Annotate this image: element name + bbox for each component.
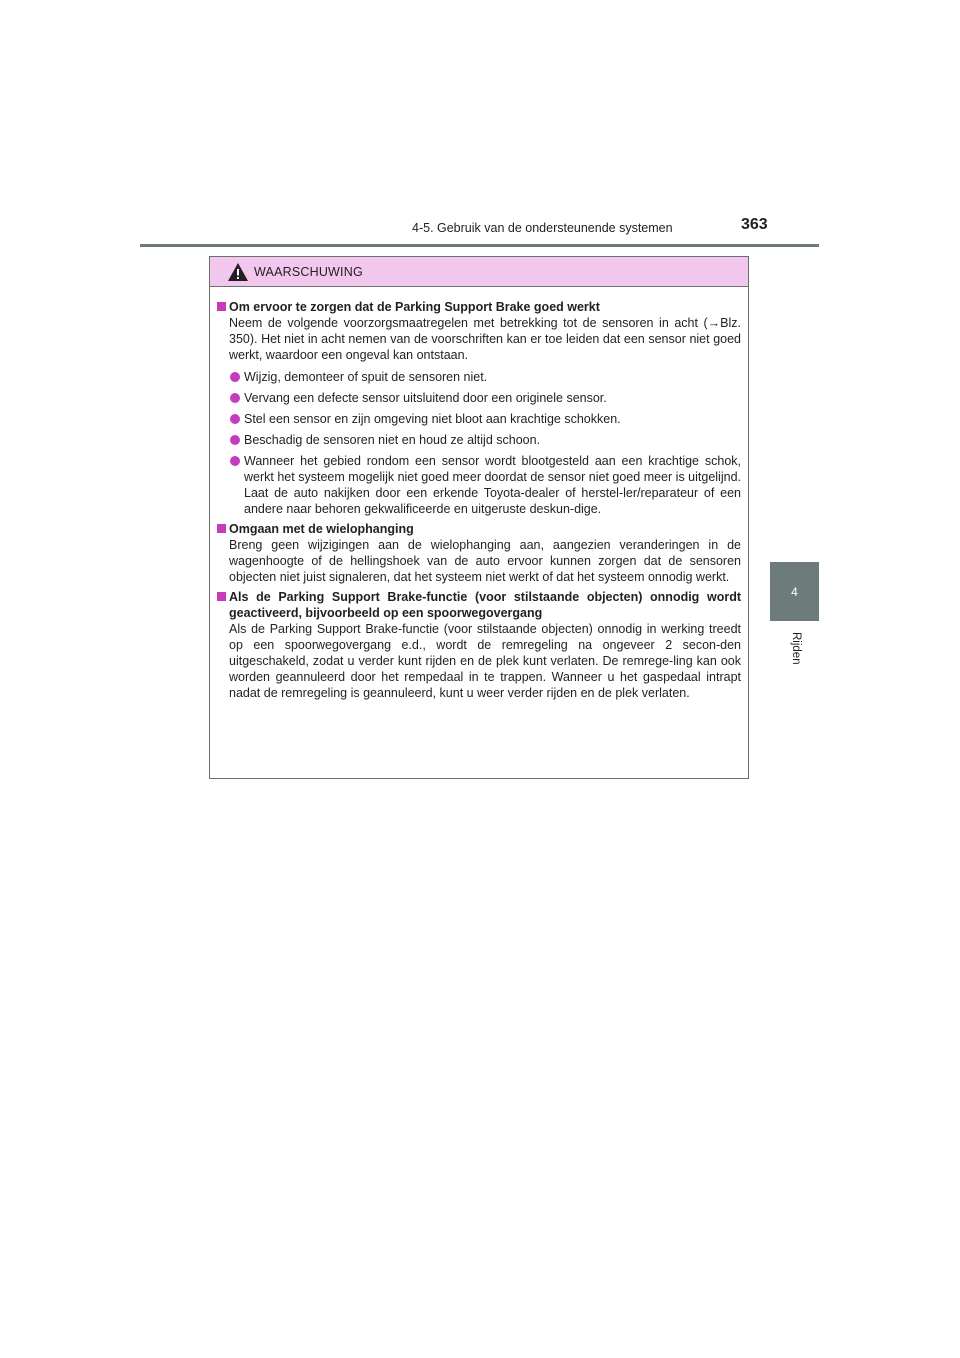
warning-item-title: Als de Parking Support Brake-functie (voor stilstaande objecten) onnodig wordt geactiveerd, bijvoorbeeld op een spoorwegovergang [229,590,741,620]
round-bullet-icon [230,372,240,382]
chapter-label: Rijden [790,632,802,665]
list-item-text: Wijzig, demonteer of spuit de sensoren niet. [244,370,488,384]
square-bullet-icon [217,302,226,311]
warning-item [217,589,741,701]
list-item-text: Stel een sensor en zijn omgeving niet bloot aan krachtige schokken. [244,412,621,426]
warning-item-text: Breng geen wijzigingen aan de wielophanging aan, aangezien veranderingen in de wagenhoogte of de hellingshoek van de auto ervoor kunnen zorgen dat de sensoren objecten niet juist signaleren, dat het systeem niet werkt of dat het systeem onnodig werkt. [229,538,741,584]
list-item [229,411,741,427]
list-item [229,432,741,448]
warning-title: WAARSCHUWING [254,265,363,279]
warning-item-text: Neem de volgende voorzorgsmaatregelen met betrekking tot de sensoren in acht (→Blz. 350). Het niet in acht nemen van de voorschriften kan er toe leiden dat een sensor niet goed werkt, waardoor een ongeval kan ontstaan. [229,316,741,362]
chapter-tab[interactable] [770,562,819,621]
warning-item-text: Als de Parking Support Brake-functie (voor stilstaande objecten) onnodig in werking treedt op een spoorwegovergang e.d., wordt de remregeling na ongeveer 2 secon-den uitgeschakeld, zodat u verder kunt rijden en de plek kunt verlaten. De remrege-ling kan ook worden geannuleerd door het rempedaal in te trappen. Wanneer u het gaspedaal intrapt nadat de remregeling is geannuleerd, kunt u weer verder rijden en de plek verlaten. [229,622,741,700]
round-bullet-icon [230,393,240,403]
warning-item-title: Omgaan met de wielophanging [229,522,414,536]
list-item-text: Vervang een defecte sensor uitsluitend door een originele sensor. [244,391,607,405]
page-number: 363 [741,216,768,233]
square-bullet-icon [217,524,226,533]
bullet-list [229,369,741,517]
square-bullet-icon [217,592,226,601]
round-bullet-icon [230,435,240,445]
warning-item [217,521,741,585]
list-item-text: Wanneer het gebied rondom een sensor wordt blootgesteld aan een krachtige schok, werkt het systeem mogelijk niet goed meer doordat de sensor niet goed meer is uitgelijnd. Laat de auto nakijken door een erkende Toyota-dealer of herstel-ler/reparateur of een andere naar behoren gekwalificeerde en uitgeruste deskun-dige. [244,454,741,516]
warning-item-title: Om ervoor te zorgen dat de Parking Support Brake goed werkt [229,300,600,314]
warning-header [210,257,748,287]
round-bullet-icon [230,414,240,424]
list-item [229,453,741,517]
chapter-number: 4 [791,584,798,599]
list-item [229,390,741,406]
warning-item [217,299,741,517]
list-item [229,369,741,385]
running-header: 4-5. Gebruik van de ondersteunende systemen [412,221,673,235]
list-item-text: Beschadig de sensoren niet en houd ze altijd schoon. [244,433,541,447]
warning-body [210,287,748,701]
header-divider [140,244,819,247]
warning-box [209,256,749,779]
warning-triangle-icon [227,262,249,282]
round-bullet-icon [230,456,240,466]
